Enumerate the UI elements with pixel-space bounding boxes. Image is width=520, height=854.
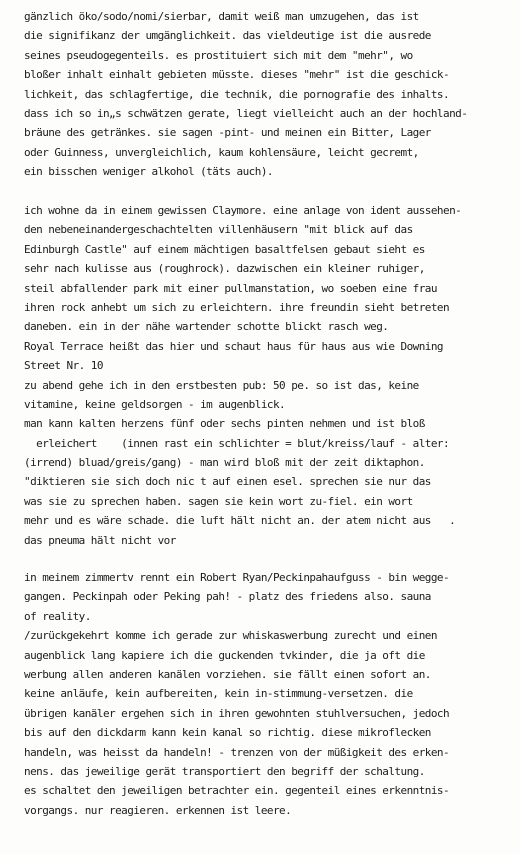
text-line: vorgangs. nur reagieren. erkennen ist leere. [24,803,292,817]
text-line: es schaltet den jeweiligen betrachter ein. gegenteil eines erkenntnis- [24,784,450,798]
text-line: of reality. [24,609,91,623]
text-line: bloßer inhalt einhalt gebieten müsste. dieses "mehr" ist die geschick- [24,68,450,82]
text-line: keine anläufe, kein aufbereiten, kein in-stimmung-versetzen. die [24,687,413,701]
text-line: bräune des getränkes. sie sagen -pint- und meinen ein Bitter, Lager [24,126,431,140]
paragraph-2 [24,201,516,550]
text-line: den nebeneinandergeschachtelten villenhäusern "mit blick auf das [24,223,413,237]
text-line: steil abfallender park mit einer pullmanstation, wo soeben eine frau [24,281,437,295]
text-line: gänzlich öko/sodo/nomi/sierbar, damit weiß man umzugehen, das ist [24,10,419,23]
text-line: /zurückgekehrt komme ich gerade zur whiskaswerbung zurecht und einen [24,629,437,643]
text-line: die signifikanz der umgänglichkeit. das vieldeutige ist die ausrede [24,29,431,43]
text-line: in meinem zimmertv rennt ein Robert Ryan/Peckinpahaufguss - bin wegge- [24,571,450,584]
text-line: oder Guinness, unvergleichlich, kaum kohlensäure, leicht gecremt, [24,145,419,159]
text-line: zu abend gehe ich in den erstbesten pub: 50 pe. so ist das, keine [24,378,419,392]
text-line: übrigen kanäler ergehen sich in ihren gewohnten stuhlversuchen, jedoch [24,706,450,720]
text-line: bis auf den dickdarm kann kein kanal so richtig. diese mikroflecken [24,726,431,740]
text-line: seines pseudogegenteils. es prostituiert sich mit dem "mehr", wo [24,48,413,62]
text-line: "diktieren sie sich doch nic t auf einen esel. sprechen sie nur das [24,475,431,489]
text-line: ein bisschen weniger alkohol (täts auch). [24,165,273,179]
text-line: sehr nach kulisse aus (roughrock). dazwischen ein kleiner ruhiger, [24,262,425,276]
text-line: handeln, was heisst da handeln! - trenzen von der müßigkeit des erken- [24,745,450,759]
text-line: was sie zu sprechen haben. sagen sie kein wort zu-fiel. ein wort [24,494,413,508]
text-line: Street Nr. 10 [24,359,103,373]
text-line: Royal Terrace heißt das hier und schaut haus für haus aus wie Downing [24,339,444,353]
text-line: vitamine, keine geldsorgen - im augenblick. [24,397,286,411]
text-line: erleichert (innen rast ein schlichter = blut/kreiss/lauf - alter: [24,436,450,450]
text-line: lichkeit, das schlagfertige, die technik, die pornografie des inhalts. [24,87,450,101]
text-line: mehr und es wäre schade. die luft hält nicht an. der atem nicht aus . [24,514,456,528]
text-line: augenblick lang kapiere ich die guckenden tvkinder, die ja oft die [24,648,425,662]
text-line: man kann kalten herzens fünf oder sechs pinten nehmen und ist bloß [24,417,425,431]
text-line: Edinburgh Castle" auf einem mächtigen basaltfelsen gebaut sieht es [24,242,425,256]
text-line: daneben. ein in der nähe wartender schotte blickt rasch weg. [24,320,389,334]
text-line: gangen. Peckinpah oder Peking pah! - platz des friedens also. sauna [24,590,431,604]
text-line: ihren rock anhebt um sich zu erleichtern. ihre freundin sieht betreten [24,300,450,314]
paragraph-1 [24,7,516,182]
text-line: werbung allen anderen kanälen vorziehen. sie fällt einen sofort an. [24,667,431,681]
text-line: ich wohne da in einem gewissen Claymore. eine anlage von ident aussehen- [24,204,462,217]
paragraph-3 [24,568,516,820]
text-line: nens. das jeweilige gerät transportiert den begriff der schaltung. [24,764,425,778]
text-line: (irrend) bluad/greis/gang) - man wird bloß mit der zeit diktaphon. [24,456,425,470]
text-line: das pneuma hält nicht vor [24,533,176,547]
text-line: dass ich so in„s schwätzen gerate, liegt vielleicht auch an der hochland- [24,106,468,120]
